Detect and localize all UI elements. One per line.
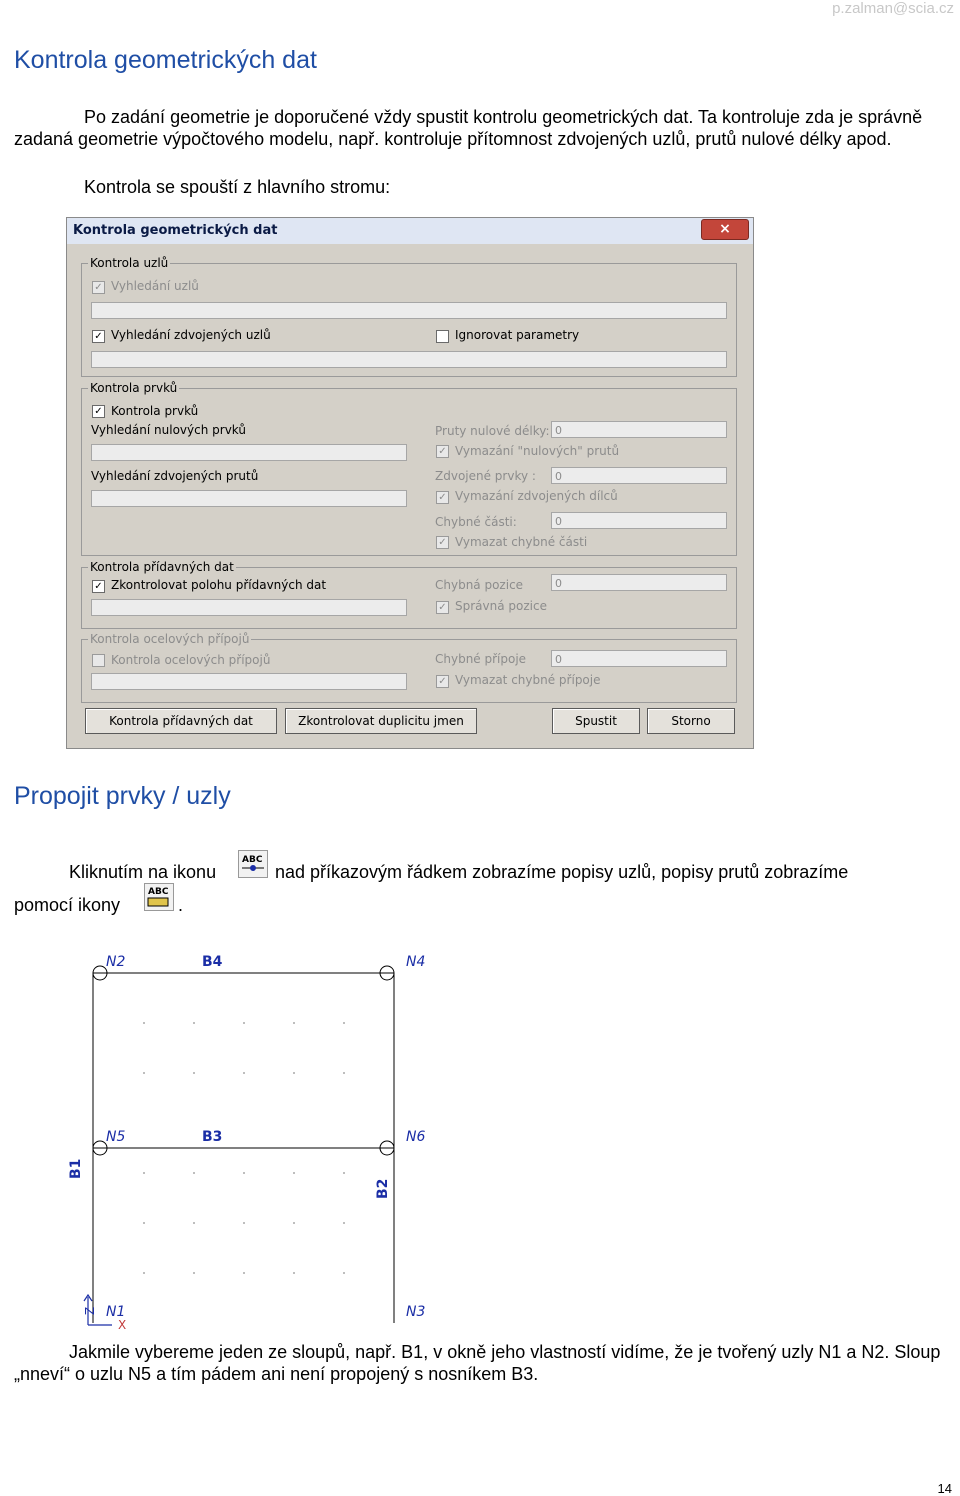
member-label-b2: B2 — [375, 1178, 391, 1199]
field-zero-members[interactable] — [91, 444, 407, 461]
node-label-n2: N2 — [106, 954, 126, 970]
axis-x-label: X — [118, 1318, 127, 1332]
label-find-duplicate-nodes: Vyhledání zdvojených uzlů — [111, 328, 271, 342]
page-number: 14 — [937, 1481, 952, 1496]
group-steel-connections — [81, 632, 737, 703]
label-correct-position: Správná pozice — [455, 599, 547, 613]
node-labels-icon-text: ABC — [242, 855, 263, 865]
axis-z-label: Z — [83, 1306, 97, 1315]
label-wrong-position: Chybná pozice — [435, 578, 524, 592]
node-label-n4: N4 — [406, 954, 426, 970]
section-title-kontrola: Kontrola geometrických dat — [14, 46, 317, 74]
label-zero-length-members: Pruty nulové délky: — [435, 424, 550, 438]
paragraph-labels-part4: . — [178, 895, 184, 915]
field-duplicate-count[interactable]: 0 — [551, 467, 727, 484]
checkbox-ignore-params[interactable] — [436, 330, 449, 343]
label-delete-duplicate: Vymazání zdvojených dílců — [455, 489, 618, 503]
checkbox-find-nodes[interactable]: ✓ — [92, 281, 105, 294]
check-duplicate-names-button[interactable]: Zkontrolovat duplicitu jmen — [285, 708, 477, 734]
checkbox-steel-connections[interactable] — [92, 654, 105, 667]
label-faulty-connections: Chybné přípoje — [435, 652, 527, 666]
paragraph-run-text: Kontrola se spouští z hlavního stromu: — [84, 177, 391, 197]
close-icon[interactable]: × — [701, 219, 749, 240]
check-additional-data-button[interactable]: Kontrola přídavných dat — [85, 708, 277, 734]
label-delete-faulty-connections: Vymazat chybné přípoje — [455, 673, 601, 687]
header-email: p.zalman@scia.cz — [832, 0, 954, 17]
node-label-n3: N3 — [406, 1304, 426, 1320]
run-button[interactable]: Spustit — [552, 708, 640, 734]
label-find-nodes: Vyhledání uzlů — [111, 279, 199, 293]
label-find-duplicate-members: Vyhledání zdvojených prutů — [91, 469, 259, 483]
label-duplicate-members: Zdvojené prvky : — [435, 469, 536, 483]
paragraph-run-from-tree — [14, 176, 946, 198]
field-duplicate-members[interactable] — [91, 490, 407, 507]
checkbox-delete-faulty-connections[interactable]: ✓ — [436, 675, 449, 688]
label-find-zero-members: Vyhledání nulových prvků — [91, 423, 246, 437]
node-label-n6: N6 — [406, 1129, 426, 1145]
node-label-n1: N1 — [106, 1304, 126, 1320]
paragraph-labels-part1: Kliknutím na ikonu — [69, 862, 217, 882]
field-duplicate-nodes[interactable] — [91, 351, 727, 368]
field-steel-connections[interactable] — [91, 673, 407, 690]
member-label-b3: B3 — [202, 1129, 223, 1145]
paragraph-labels-part3: pomocí ikony — [14, 895, 121, 915]
label-faulty-parts: Chybné části: — [435, 515, 517, 529]
paragraph-column-selection — [14, 1341, 946, 1385]
member-label-b1: B1 — [68, 1158, 84, 1179]
field-zero-length-count[interactable]: 0 — [551, 421, 727, 438]
field-additional-data[interactable] — [91, 599, 407, 616]
checkbox-delete-duplicate[interactable]: ✓ — [436, 491, 449, 504]
label-ignore-params: Ignorovat parametry — [455, 328, 580, 342]
paragraph-intro-text: Po zadání geometrie je doporučené vždy spustit kontrolu geometrických dat. Ta kontroluje zda je správně zadaná geometrie výpočtového modelu, např. kontroluje přítomnost zdvojených uzlů, prutů nulové délky apod. — [14, 107, 923, 149]
group-member-check-title: Kontrola prvků — [90, 381, 178, 395]
label-check-additional-position: Zkontrolovat polohu přídavných dat — [111, 578, 327, 592]
label-member-check: Kontrola prvků — [111, 404, 199, 418]
checkbox-member-check[interactable]: ✓ — [92, 405, 105, 418]
group-additional-data-title: Kontrola přídavných dat — [90, 560, 234, 574]
label-steel-connections: Kontrola ocelových přípojů — [111, 653, 271, 667]
label-delete-zero-members: Vymazání "nulových" prutů — [455, 444, 620, 458]
checkbox-delete-faulty-parts[interactable]: ✓ — [436, 536, 449, 549]
field-find-nodes[interactable] — [91, 302, 727, 319]
group-node-check-title: Kontrola uzlů — [90, 256, 169, 270]
section-title-propojit: Propojit prvky / uzly — [14, 782, 231, 810]
checkbox-check-additional-position[interactable]: ✓ — [92, 580, 105, 593]
field-faulty-connections-count[interactable]: 0 — [551, 650, 727, 667]
checkbox-correct-position[interactable]: ✓ — [436, 601, 449, 614]
cancel-button[interactable]: Storno — [647, 708, 735, 734]
member-labels-icon — [144, 883, 174, 911]
group-steel-connections-title: Kontrola ocelových přípojů — [90, 632, 250, 646]
checkbox-find-duplicate-nodes[interactable]: ✓ — [92, 330, 105, 343]
member-labels-icon-text: ABC — [148, 887, 169, 897]
paragraph-column-selection-text: Jakmile vybereme jeden ze sloupů, např. B1, v okně jeho vlastností vidíme, že je tvořený uzly N1 a N2. Sloup „nneví“ o uzlu N5 a tím pádem ani není propojený s nosníkem B3. — [14, 1342, 941, 1384]
dialog-title: Kontrola geometrických dat — [73, 223, 278, 238]
field-wrong-position-count[interactable]: 0 — [551, 574, 727, 591]
node-labels-icon — [238, 850, 268, 878]
paragraph-intro — [14, 106, 946, 150]
frame-diagram — [60, 945, 460, 1335]
paragraph-labels-part2: nad příkazovým řádkem zobrazíme popisy uzlů, popisy prutů zobrazíme — [275, 862, 849, 882]
field-faulty-parts-count[interactable]: 0 — [551, 512, 727, 529]
dialog-titlebar — [67, 218, 753, 244]
label-delete-faulty-parts: Vymazat chybné části — [455, 535, 588, 549]
checkbox-delete-zero-members[interactable]: ✓ — [436, 445, 449, 458]
member-label-b4: B4 — [202, 954, 223, 970]
geometry-check-dialog — [66, 217, 754, 749]
node-label-n5: N5 — [106, 1129, 126, 1145]
